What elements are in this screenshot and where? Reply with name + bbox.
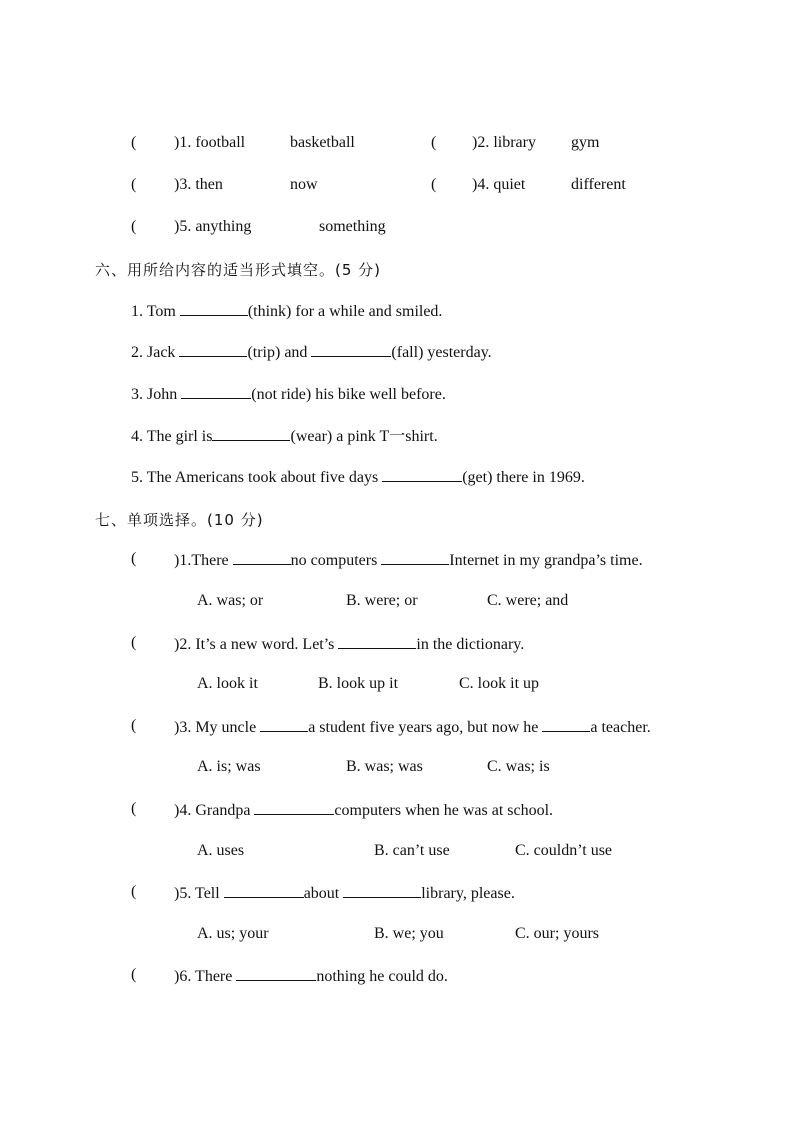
question-text: about <box>303 885 344 902</box>
fill-item-5 <box>131 467 585 488</box>
question-4 <box>174 800 553 821</box>
section-7-title: 七、单项选择。(10 分) <box>95 511 264 529</box>
option-b[interactable]: B. were; or <box>346 592 418 609</box>
answer-bracket[interactable]: ( <box>431 134 437 151</box>
item-word-a: )3. then <box>174 176 223 193</box>
item-text: (trip) and <box>247 344 312 361</box>
section-6-title: 六、用所给内容的适当形式填空。(5 分) <box>95 261 382 279</box>
answer-blank[interactable] <box>542 717 590 732</box>
option-a[interactable]: A. look it <box>197 675 258 692</box>
answer-bracket[interactable]: ( <box>131 966 137 983</box>
answer-blank[interactable] <box>311 342 391 357</box>
answer-blank[interactable] <box>181 384 251 399</box>
answer-blank[interactable] <box>212 426 290 441</box>
answer-bracket[interactable]: ( <box>131 634 137 651</box>
option-b[interactable]: B. look up it <box>318 675 399 692</box>
question-text: a teacher. <box>590 719 651 736</box>
option-c[interactable]: C. couldn’t use <box>515 842 613 859</box>
item-word-b: basketball <box>290 134 355 151</box>
option-a[interactable]: A. us; your <box>197 925 269 942</box>
question-text: library, please. <box>421 885 515 902</box>
item-text: (not ride) his bike well before. <box>251 386 446 403</box>
item-text: (get) there in 1969. <box>462 469 585 486</box>
answer-bracket[interactable]: ( <box>131 800 137 817</box>
item-text: 4. The girl is <box>131 428 213 445</box>
item-word-b: different <box>571 176 626 193</box>
answer-bracket[interactable]: ( <box>131 134 137 151</box>
option-b[interactable]: B. we; you <box>374 925 444 942</box>
fill-item-4 <box>131 426 438 447</box>
answer-blank[interactable] <box>224 883 304 898</box>
item-text: (fall) yesterday. <box>391 344 492 361</box>
item-word-a: )1. football <box>174 134 246 151</box>
fill-item-3 <box>131 384 446 405</box>
answer-blank[interactable] <box>343 883 421 898</box>
item-text: 1. Tom <box>131 303 180 320</box>
item-text: (think) for a while and smiled. <box>247 303 443 320</box>
answer-bracket[interactable]: ( <box>131 717 137 734</box>
question-text: computers when he was at school. <box>334 802 554 819</box>
answer-blank[interactable] <box>260 717 308 732</box>
answer-blank[interactable] <box>381 550 449 565</box>
item-word-a: )4. quiet <box>472 176 526 193</box>
option-c[interactable]: C. look it up <box>459 675 540 692</box>
answer-blank[interactable] <box>382 467 462 482</box>
item-word-b: gym <box>571 134 600 151</box>
option-c[interactable]: C. was; is <box>487 758 550 775</box>
fill-item-1 <box>131 301 442 322</box>
question-text: a student five years ago, but now he <box>308 719 543 736</box>
option-a[interactable]: A. is; was <box>197 758 261 775</box>
answer-bracket[interactable]: ( <box>431 176 437 193</box>
option-b[interactable]: B. was; was <box>346 758 423 775</box>
answer-blank[interactable] <box>338 634 416 649</box>
option-c[interactable]: C. our; yours <box>515 925 599 942</box>
answer-bracket[interactable]: ( <box>131 883 137 900</box>
question-text: Internet in my grandpa’s time. <box>449 552 643 569</box>
fill-item-2 <box>131 342 492 363</box>
question-6 <box>174 966 448 987</box>
item-word-a: )5. anything <box>174 218 252 235</box>
answer-blank[interactable] <box>180 301 248 316</box>
option-a[interactable]: A. was; or <box>197 592 264 609</box>
question-text: )4. Grandpa <box>174 802 255 819</box>
answer-bracket[interactable]: ( <box>131 176 137 193</box>
item-text: (wear) a pink T一shirt. <box>290 428 438 445</box>
question-text: no computers <box>290 552 382 569</box>
item-text: 3. John <box>131 386 182 403</box>
question-text: nothing he could do. <box>316 968 448 985</box>
answer-bracket[interactable]: ( <box>131 550 137 567</box>
item-word-b: now <box>290 176 318 193</box>
question-text: )3. My uncle <box>174 719 261 736</box>
answer-blank[interactable] <box>233 550 291 565</box>
question-text: )6. There <box>174 968 237 985</box>
answer-blank[interactable] <box>254 800 334 815</box>
item-word-a: )2. library <box>472 134 536 151</box>
option-c[interactable]: C. were; and <box>487 592 569 609</box>
answer-blank[interactable] <box>236 966 316 981</box>
option-a[interactable]: A. uses <box>197 842 245 859</box>
question-text: )2. It’s a new word. Let’s <box>174 636 339 653</box>
question-3 <box>174 717 651 738</box>
question-2 <box>174 634 524 655</box>
question-5 <box>174 883 515 904</box>
item-text: 5. The Americans took about five days <box>131 469 383 486</box>
question-text: )5. Tell <box>174 885 224 902</box>
item-word-b: something <box>319 218 386 235</box>
question-text: in the dictionary. <box>416 636 525 653</box>
question-text: )1.There <box>174 552 233 569</box>
answer-blank[interactable] <box>179 342 247 357</box>
option-b[interactable]: B. can’t use <box>374 842 450 859</box>
question-1 <box>174 550 643 571</box>
item-text: 2. Jack <box>131 344 180 361</box>
answer-bracket[interactable]: ( <box>131 218 137 235</box>
